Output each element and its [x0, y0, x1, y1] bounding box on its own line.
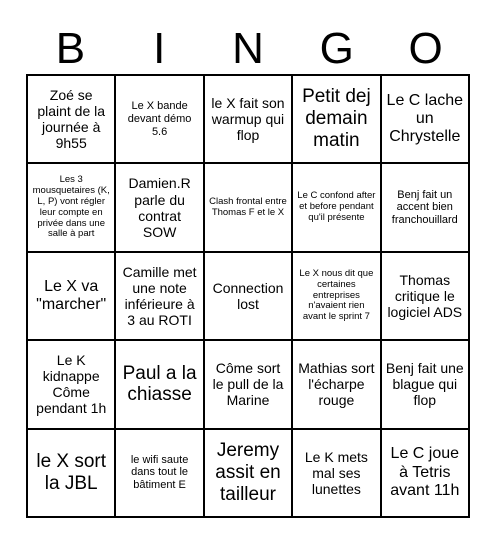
bingo-cell[interactable]: Benj fait une blague qui flop: [381, 340, 469, 428]
bingo-cell[interactable]: Le X va "marcher": [27, 252, 115, 340]
bingo-cell[interactable]: Thomas critique le logiciel ADS: [381, 252, 469, 340]
bingo-cell[interactable]: Zoé se plaint de la journée à 9h55: [27, 75, 115, 163]
bingo-cell[interactable]: Le K mets mal ses lunettes: [292, 429, 380, 517]
bingo-header: [26, 24, 470, 74]
bingo-cell[interactable]: Petit dej demain matin: [292, 75, 380, 163]
bingo-cell[interactable]: Clash frontal entre Thomas F et le X: [204, 163, 292, 251]
header-letter-o: O: [408, 24, 443, 73]
bingo-cell[interactable]: Le C confond after et before pendant qu'il présente: [292, 163, 380, 251]
bingo-cell[interactable]: le X sort la JBL: [27, 429, 115, 517]
bingo-cell[interactable]: Le X bande devant démo 5.6: [115, 75, 203, 163]
bingo-cell[interactable]: Damien.R parle du contrat SOW: [115, 163, 203, 251]
bingo-cell[interactable]: Camille met une note inférieure à 3 au ROTI: [115, 252, 203, 340]
bingo-card: [26, 74, 470, 518]
bingo-cell[interactable]: Le C joue à Tetris avant 11h: [381, 429, 469, 517]
header-letter-i: I: [153, 24, 166, 73]
bingo-cell[interactable]: Le K kidnappe Côme pendant 1h: [27, 340, 115, 428]
header-letter-n: N: [232, 24, 264, 73]
bingo-cell[interactable]: Côme sort le pull de la Marine: [204, 340, 292, 428]
bingo-cell[interactable]: Le X nous dit que certaines entreprises n'avaient rien avant le sprint 7: [292, 252, 380, 340]
bingo-cell[interactable]: Le C lache un Chrystelle: [381, 75, 469, 163]
bingo-cell[interactable]: Mathias sort l'écharpe rouge: [292, 340, 380, 428]
bingo-cell[interactable]: Benj fait un accent bien franchouillard: [381, 163, 469, 251]
bingo-cell[interactable]: Paul a la chiasse: [115, 340, 203, 428]
bingo-cell[interactable]: Connection lost: [204, 252, 292, 340]
bingo-cell[interactable]: Jeremy assit en tailleur: [204, 429, 292, 517]
bingo-cell[interactable]: le X fait son warmup qui flop: [204, 75, 292, 163]
header-letter-g: G: [319, 24, 354, 73]
header-letter-b: B: [55, 24, 86, 73]
bingo-cell[interactable]: Les 3 mousquetaires (K, L, P) vont régler leur compte en privée dans une salle à part: [27, 163, 115, 251]
bingo-cell[interactable]: le wifi saute dans tout le bâtiment E: [115, 429, 203, 517]
